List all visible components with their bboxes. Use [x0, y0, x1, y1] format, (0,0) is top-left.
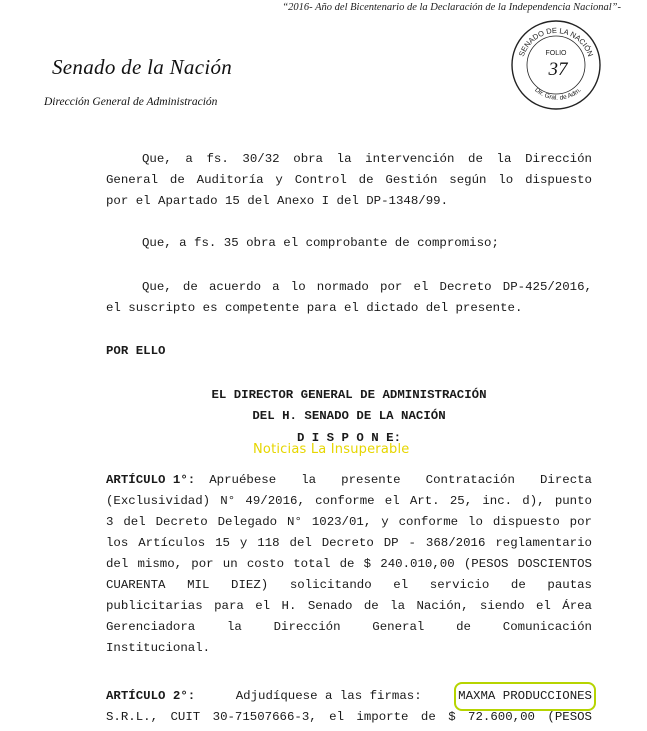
paragraph-decreto: [106, 277, 592, 319]
article-1-line: (Exclusividad) N° 49/2016, conforme el Art. 25, inc. d), punto: [106, 494, 592, 508]
watermark-text: Noticias La Insuperable: [253, 442, 410, 457]
article-1-line: Gerenciadora la Dirección General de Comunicación: [106, 620, 592, 634]
department-name: Dirección General de Administración: [44, 96, 218, 108]
article-1-line: Institucional.: [106, 641, 211, 655]
paragraph-line: Que, a fs. 30/32 obra la intervención de la Dirección: [142, 152, 592, 166]
folio-seal: [508, 15, 604, 111]
director-heading: EL DIRECTOR GENERAL DE ADMINISTRACIÓN: [211, 388, 487, 402]
paragraph-line: Que, de acuerdo a lo normado por el Decreto DP-425/2016,: [142, 280, 592, 294]
article-1-line: publicitarias para el H. Senado de la Nación, siendo el Área: [106, 599, 592, 613]
paragraph-line: por el Apartado 15 del Anexo I del DP-1348/99.: [106, 194, 449, 208]
paragraph-compromiso: [106, 233, 592, 254]
paragraph-auditoria: [106, 149, 592, 212]
seal-bottom-text: Dir. Gral. de Adm.: [533, 86, 583, 102]
highlighted-company-name: MAXMA PRODUCCIONES: [458, 686, 592, 707]
por-ello-label: POR ELLO: [106, 344, 166, 358]
paragraph-line: General de Auditoría y Control de Gestión según lo dispuesto: [106, 173, 592, 187]
seal-top-text: SENADO DE LA NACIÓN: [516, 25, 596, 58]
institution-name: Senado de la Nación: [52, 55, 233, 79]
article-2-label: ARTÍCULO 2°:: [106, 689, 196, 703]
bicentennial-banner: “2016- Año del Bicentenario de la Declaración de la Independencia Nacional”-: [282, 2, 621, 13]
seal-folio-number: 37: [548, 59, 568, 80]
senate-heading: DEL H. SENADO DE LA NACIÓN: [252, 409, 446, 423]
paragraph-line: el suscripto es competente para el dictado del presente.: [106, 301, 523, 315]
dispone-heading: D I S P O N E:: [296, 431, 402, 445]
article-1-line: del mismo, por un costo total de $ 240.010,00 (PESOS DOSCIENTOS: [106, 557, 592, 571]
article-1-line: 3 del Decreto Delegado N° 1023/01, y conforme lo dispuesto por: [106, 515, 592, 529]
article-1: [106, 470, 592, 659]
article-2-first-line: [106, 686, 592, 707]
article-1-line: CUARENTA MIL DIEZ) solicitando el servicio de pautas: [106, 578, 592, 592]
paragraph-line: Que, a fs. 35 obra el comprobante de compromiso;: [142, 236, 499, 250]
article-1-line: los Artículos 15 y 118 del Decreto DP - 368/2016 reglamentario: [106, 536, 592, 550]
article-2: [106, 686, 592, 728]
article-2-intro: Adjudíquese a las firmas:: [235, 689, 422, 703]
article-1-label: ARTÍCULO 1°:: [106, 473, 196, 487]
seal-folio-label: FOLIO: [545, 50, 567, 57]
article-1-first-line: [106, 470, 592, 491]
article-1-intro: Apruébese la presente Contratación Directa: [209, 473, 592, 487]
article-2-line: S.R.L., CUIT 30-71507666-3, el importe de $ 72.600,00 (PESOS: [106, 710, 592, 724]
